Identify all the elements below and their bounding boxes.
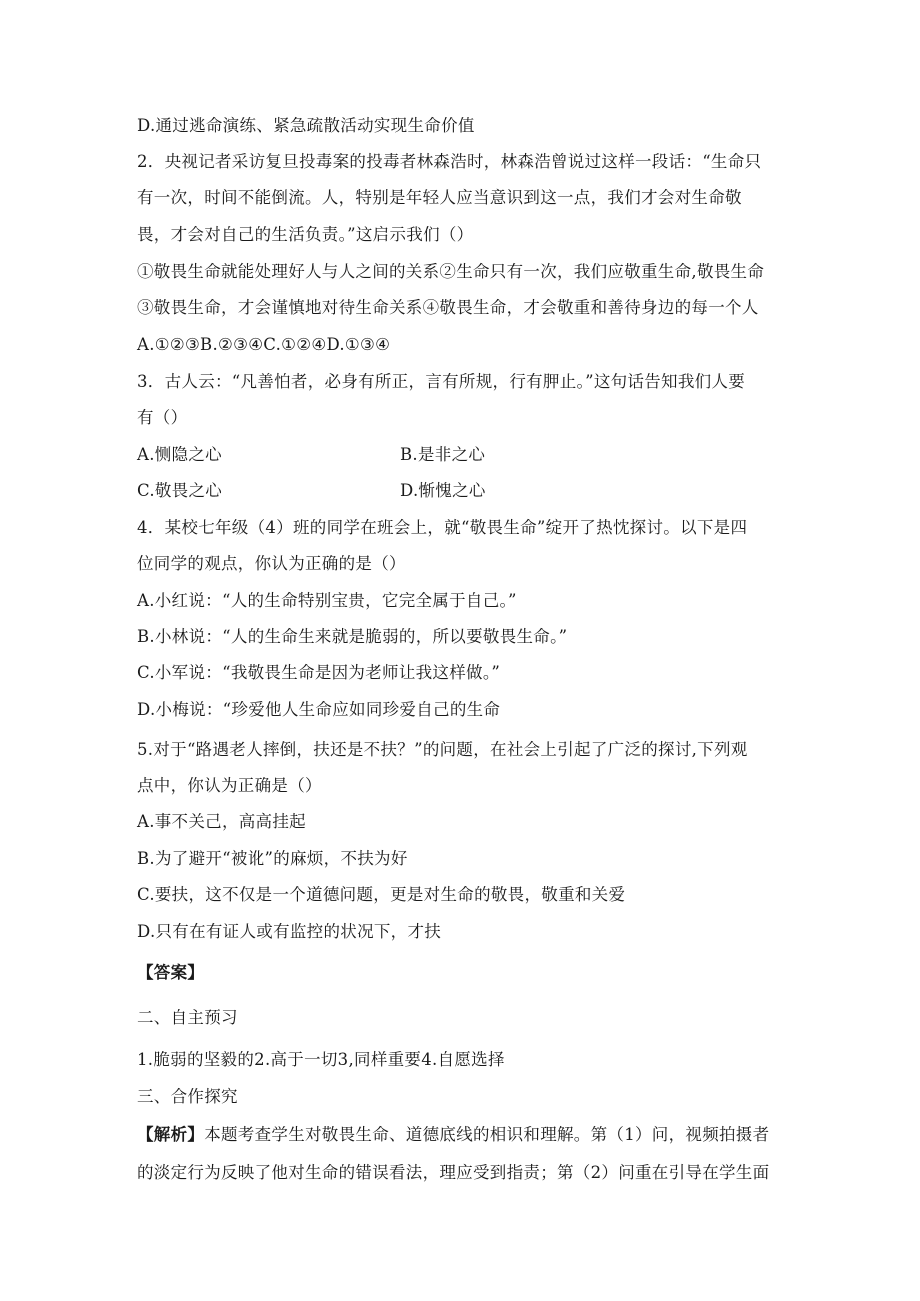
section-self-study-heading: 二、自主预习 — [137, 1008, 238, 1027]
q5-stem-line-2: 点中，你认为正确是（） — [137, 776, 322, 795]
q3-option-a: A.恻隐之心 — [137, 445, 222, 464]
q3-option-b: B.是非之心 — [400, 445, 486, 464]
q3-option-c: C.敬畏之心 — [137, 481, 223, 500]
analysis-paragraph-line-2: 的淡定行为反映了他对生命的错误看法，理应受到指责；第（2）问重在引导在学生面 — [137, 1163, 770, 1182]
q4-stem-line-1: 4．某校七年级（4）班的同学在班会上，就“敬畏生命”绽开了热忱探讨。以下是四 — [137, 518, 748, 537]
q4-option-b: B.小林说：“人的生命生来就是脆弱的，所以要敬畏生命。” — [137, 627, 568, 646]
q2-options: A.①②③B.②③④C.①②④D.①③④ — [137, 335, 391, 354]
q1-option-d: D.通过逃命演练、紧急疏散活动实现生命价值 — [137, 116, 475, 135]
self-study-answers: 1.脆弱的坚毅的2.高于一切3,同样重要4.自愿选择 — [137, 1050, 505, 1069]
q2-stem-line-2: 有一次，时间不能倒流。人，特别是年轻人应当意识到这一点，我们才会对生命敬 — [137, 188, 742, 207]
q2-statements-line-1: ①敬畏生命就能处理好人与人之间的关系②生命只有一次，我们应敬重生命,敬畏生命 — [137, 262, 765, 281]
q2-statements-line-2: ③敬畏生命，才会谨慎地对待生命关系④敬畏生命，才会敬重和善待身边的每一个人 — [137, 298, 759, 317]
q5-option-d: D.只有在有证人或有监控的状况下，才扶 — [137, 922, 442, 941]
q4-option-a: A.小红说：“人的生命特别宝贵，它完全属于自己。” — [137, 591, 517, 610]
q4-stem-line-2: 位同学的观点，你认为正确的是（） — [137, 554, 406, 573]
analysis-label: 【解析】 — [137, 1125, 205, 1144]
analysis-text: 本题考查学生对敬畏生命、道德底线的相识和理解。第（1）问，视频拍摄者 — [204, 1125, 770, 1144]
q4-option-d: D.小梅说：“珍爱他人生命应如同珍爱自己的生命 — [137, 700, 501, 719]
answer-heading: 【答案】 — [137, 963, 205, 982]
q5-option-c: C.要扶，这不仅是一个道德问题，更是对生命的敬畏，敬重和关爱 — [137, 885, 626, 904]
q3-stem-line-1: 3．古人云：“凡善怕者，必身有所正，言有所规，行有胛止。”这句话告知我们人要 — [137, 372, 746, 391]
q5-stem-line-1: 5.对于“路遇老人摔倒，扶还是不扶？”的问题，在社会上引起了广泛的探讨,下列观 — [137, 740, 748, 759]
q2-stem-line-3: 畏，才会对自己的生活负责。”这启示我们（） — [137, 225, 474, 244]
q5-option-a: A.事不关己，高高挂起 — [137, 812, 306, 831]
section-cooperation-heading: 三、合作探究 — [137, 1087, 238, 1106]
q2-stem-line-1: 2．央视记者采访复旦投毒案的投毒者林森浩时，林森浩曾说过这样一段话：“生命只 — [137, 152, 762, 171]
q3-stem-line-2: 有（） — [137, 408, 188, 427]
q4-option-c: C.小军说：“我敬畏生命是因为老师让我这样做。” — [137, 663, 501, 682]
q5-option-b: B.为了避开“被讹”的麻烦，不扶为好 — [137, 849, 408, 868]
q3-option-d: D.惭愧之心 — [400, 481, 486, 500]
analysis-paragraph-line-1 — [137, 1124, 769, 1146]
